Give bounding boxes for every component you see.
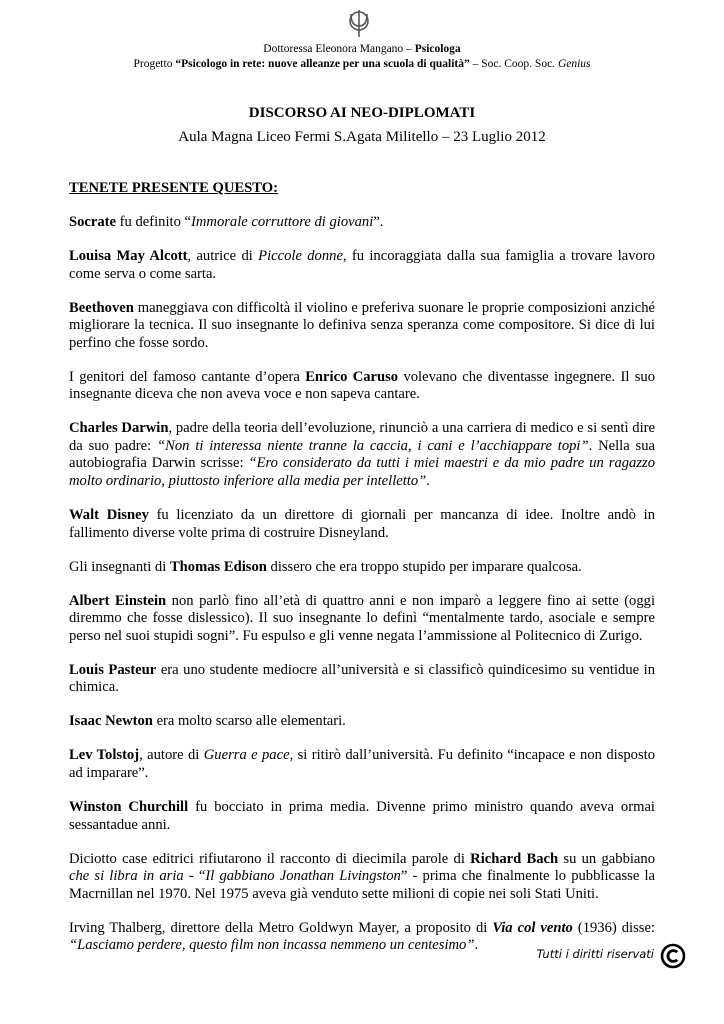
paragraph-disney: Walt Disney fu licenziato da un direttore di giornali per mancanza di idee. Inoltre andò in fallimento diverse volte prima di costruire Disneyland. bbox=[69, 507, 655, 541]
project-name: “Psicologo in rete: nuove alleanze per una scuola di qualità” bbox=[175, 58, 470, 70]
paragraph-alcott: Louisa May Alcott, autrice di Piccole donne, fu incoraggiata dalla sua famiglia a trovare lavoro come serva o come sarta. bbox=[69, 247, 655, 282]
paragraph-pasteur: Louis Pasteur era uno studente mediocre all’università e si classificò quindicesimo su ventidue in chimica. bbox=[69, 661, 655, 696]
paragraph-edison: Gli insegnanti di Thomas Edison dissero che era troppo stupido per imparare qualcosa. bbox=[69, 558, 582, 575]
document-subtitle: Aula Magna Liceo Fermi S.Agata Militello – 23 Luglio 2012 bbox=[178, 129, 546, 145]
header-text: Progetto bbox=[133, 58, 176, 70]
section-heading: TENETE PRESENTE QUESTO: bbox=[69, 180, 278, 196]
paragraph-beethoven: Beethoven maneggiava con difficoltà il violino e preferiva suonare le proprie composizioni anziché migliorare la tecnica. Il suo insegnante lo definiva senza speranza come compositore. Si dice di lui perfino che fosse sordo. bbox=[69, 299, 655, 351]
paragraph-churchill: Winston Churchill fu bocciato in prima media. Divenne primo ministro quando aveva ormai sessantadue anni. bbox=[69, 798, 655, 833]
cooperative-name: Genius bbox=[557, 58, 591, 70]
header-text: – Soc. Coop. Soc. bbox=[469, 58, 558, 70]
paragraph-socrate: Socrate fu definito “Immorale corruttore di giovani”. bbox=[69, 213, 384, 230]
psi-symbol-icon bbox=[346, 8, 372, 38]
copyright-icon bbox=[660, 943, 686, 969]
paragraph-thalberg: Irving Thalberg, direttore della Metro Goldwyn Mayer, a proposito di Via col vento (1936) disse: “Lasciamo perdere, questo film non incassa nemmeno un centesimo”. bbox=[69, 919, 655, 954]
document-title: DISCORSO AI NEO-DIPLOMATI bbox=[248, 105, 476, 121]
author-name: Dottoressa Eleonora Mangano – bbox=[263, 43, 415, 55]
header-line-1 bbox=[0, 42, 724, 56]
rights-reserved-text: Tutti i diritti riservati bbox=[536, 947, 654, 961]
paragraph-caruso: I genitori del famoso cantante d’opera Enrico Caruso volevano che diventasse ingegnere. Il suo insegnante diceva che non aveva voce e non sapeva cantare. bbox=[69, 368, 655, 403]
author-role: Psicologa bbox=[414, 43, 461, 55]
paragraph-newton: Isaac Newton era molto scarso alle elementari. bbox=[69, 713, 346, 730]
document-body bbox=[69, 180, 655, 971]
header-line-2 bbox=[0, 57, 724, 71]
paragraph-tolstoj: Lev Tolstoj, autore di Guerra e pace, si ritirò dall’università. Fu definito “incapace e non disposto ad imparare”. bbox=[69, 747, 655, 781]
paragraph-darwin: Charles Darwin, padre della teoria dell’evoluzione, rinunciò a una carriera di medico e si sentì dire da suo padre: “Non ti interessa niente tranne la caccia, i cani e l’acchiappare topi”. Nella sua autobiografia Darwin scrisse: “Ero considerato da tutti i miei maestri e da mio padre un ragazzo molto ordinario, piuttosto inferiore alla media per intelletto”. bbox=[69, 420, 655, 490]
paragraph-bach: Diciotto case editrici rifiutarono il racconto di diecimila parole di Richard Bach su un gabbiano che si libra in aria - “Il gabbiano Jonathan Livingston” - prima che finalmente lo pubblicasse la Macrnillan nel 1970. Nel 1975 aveva già venduto sette milioni di copie nei soli Stati Uniti. bbox=[69, 850, 655, 902]
paragraph-einstein: Albert Einstein non parlò fino all’età di quattro anni e non imparò a leggere fino ai sette (oggi diremmo che fosse dislessico). Il suo insegnante lo definì “mentalmente tardo, asociale e sempre perso nel suoi stupidi sogni”. Fu espulso e gli venne negata l’ammissione al Politecnico di Zurigo. bbox=[69, 592, 656, 644]
